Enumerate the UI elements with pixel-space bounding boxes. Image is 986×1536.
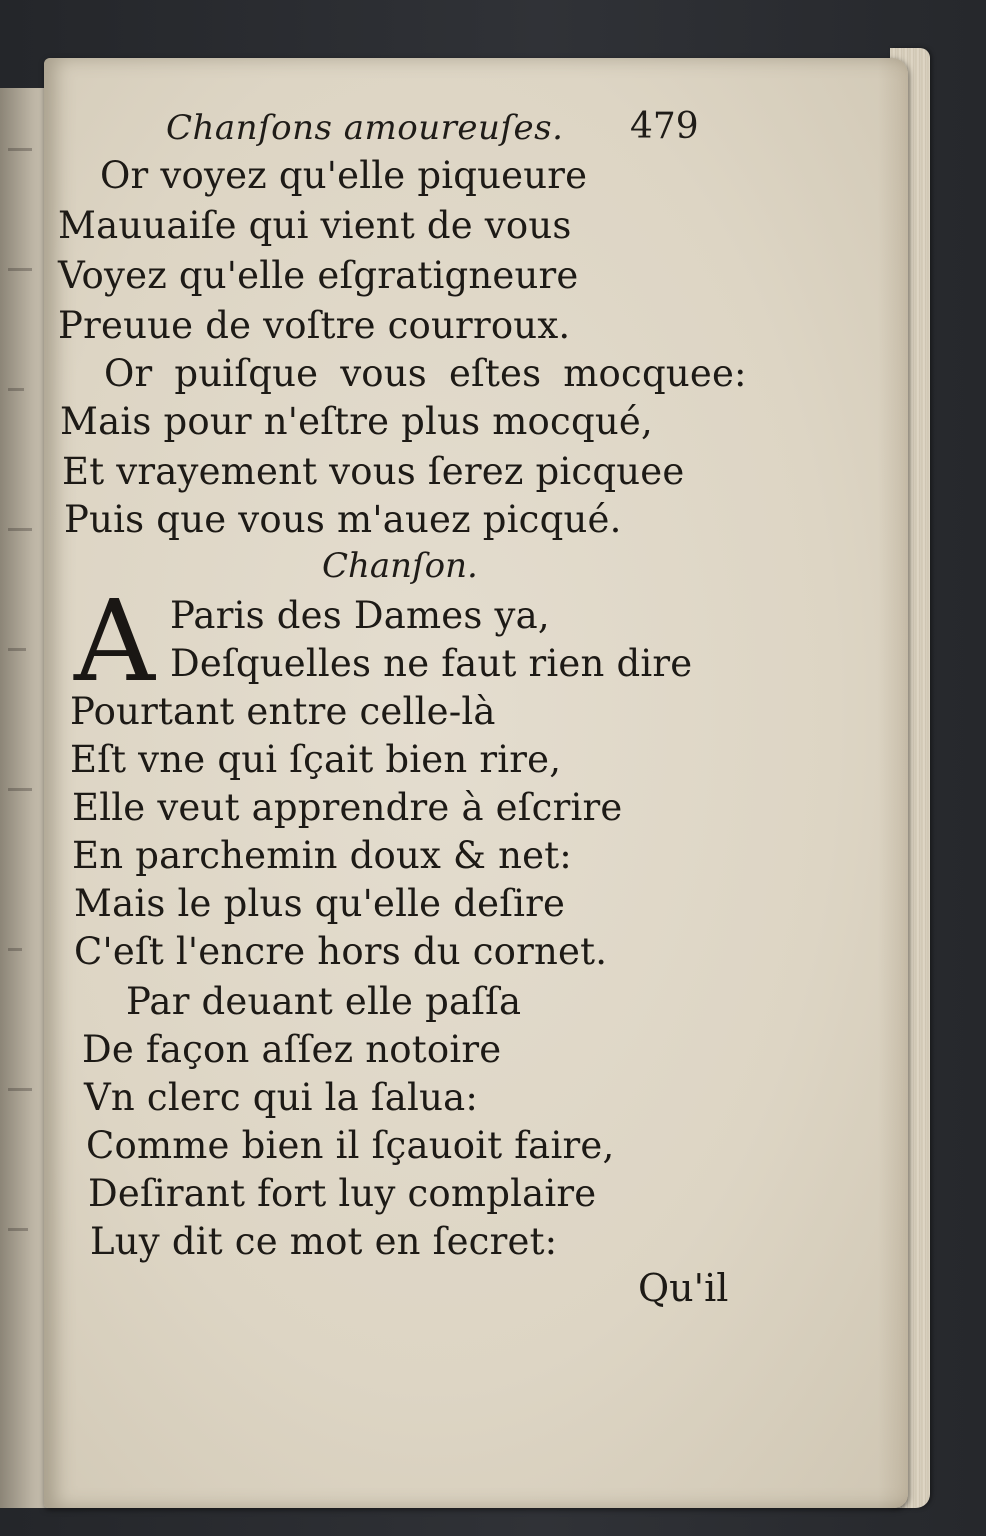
verse-line: Et vrayement vous ſerez picquee — [62, 450, 685, 493]
verse-line: De façon aſſez notoire — [82, 1028, 502, 1071]
verse-line: Pourtant entre celle-là — [70, 690, 496, 733]
verse-line: Mais le plus qu'elle deſire — [74, 882, 566, 925]
verse-line: Deſquelles ne faut rien dire — [170, 642, 693, 685]
verse-line: Paris des Dames ya, — [170, 594, 550, 637]
catchword: Qu'il — [638, 1266, 729, 1310]
verse-line: Luy dit ce mot en ſecret: — [90, 1220, 558, 1263]
section-title: Chanſon. — [322, 546, 478, 586]
verse-line: Voyez qu'elle eſgratigneure — [58, 254, 579, 297]
verse-line: En parchemin doux & net: — [72, 834, 572, 877]
verse-line: Or puiſque vous eſtes mocquee: — [104, 352, 747, 395]
verse-line: Mauuaiſe qui vient de vous — [58, 204, 572, 247]
verse-line: Preuue de voſtre courroux. — [58, 304, 571, 347]
page-number: 479 — [630, 106, 699, 147]
verse-line: Mais pour n'eſtre plus mocqué, — [60, 400, 653, 443]
verse-line: Deſirant fort luy complaire — [88, 1172, 597, 1215]
verse-line: Eſt vne qui ſçait bien rire, — [70, 738, 562, 781]
book-page — [44, 58, 908, 1508]
verse-line: Comme bien il ſçauoit faire, — [86, 1124, 615, 1167]
verse-line: Elle veut apprendre à eſcrire — [72, 786, 623, 829]
verse-line: Or voyez qu'elle piqueure — [100, 154, 588, 197]
verse-line: Par deuant elle paſſa — [126, 980, 522, 1023]
verse-line: C'eſt l'encre hors du cornet. — [74, 930, 608, 973]
running-head: Chanſons amoureuſes. — [166, 108, 564, 148]
verse-line: Vn clerc qui la ſalua: — [84, 1076, 479, 1119]
verse-line: Puis que vous m'auez picqué. — [64, 498, 622, 541]
drop-cap: A — [74, 577, 155, 707]
